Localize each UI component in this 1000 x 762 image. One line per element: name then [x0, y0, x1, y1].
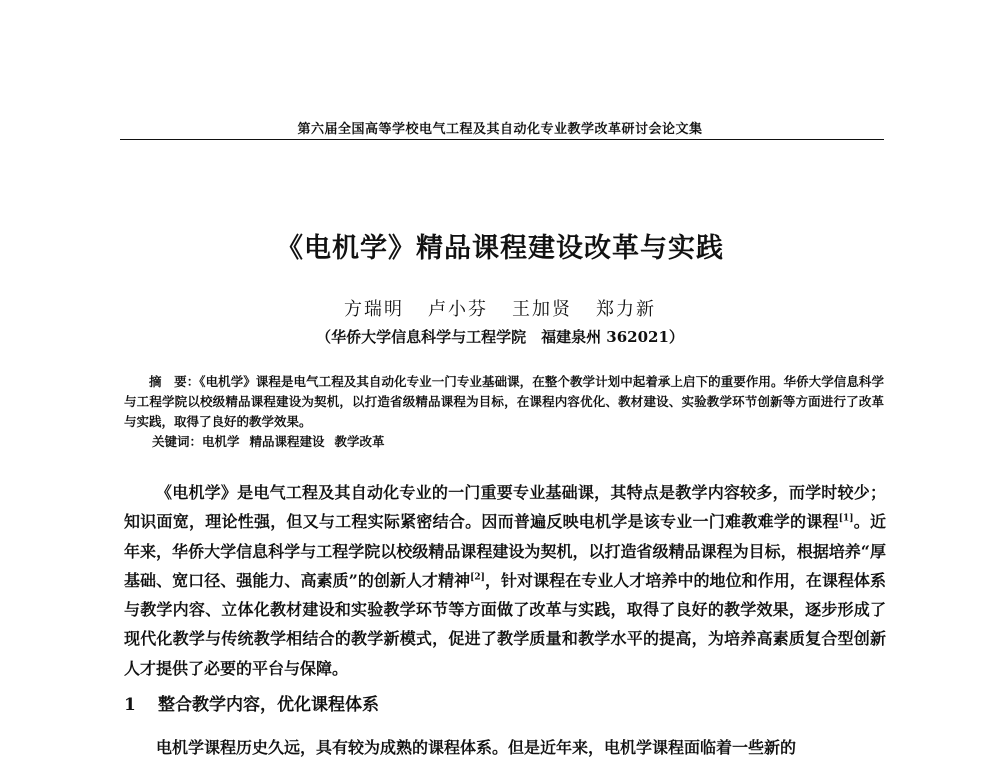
header-rule — [120, 139, 884, 140]
abstract-text: 《电机学》课程是电气工程及其自动化专业一门专业基础课，在整个教学计划中起着承上启下的重要作用。华侨大学信息科学与工程学院以校级精品课程建设为契机，以打造省级精品课程为目标，在课程内容优化、教材建设、实验教学环节创新等方面进行了改革与实践，取得了良好的教学效果。 — [124, 374, 884, 429]
keyword: 教学改革 — [334, 434, 385, 449]
author-name: 郑力新 — [596, 299, 656, 320]
intro-text-part3: ，针对课程在专业人才培养中的地位和作用，在课程体系与教学内容、立体化教材建设和实验教学环节等方面做了改革与实践，取得了良好的教学效果，逐步形成了现代化教学与传统教学相结合的教学新模式，促进了教学质量和教学水平的提高，为培养高素质复合型创新人才提供了必要的平台与保障。 — [124, 570, 886, 678]
section-1-heading — [124, 690, 379, 715]
running-header: 第六届全国高等学校电气工程及其自动化专业教学改革研讨会论文集 — [297, 122, 703, 137]
intro-text-part1: 《电机学》是电气工程及其自动化专业的一门重要专业基础课，其特点是教学内容较多，而学时较少；知识面宽，理论性强，但又与工程实际紧密结合。因而普遍反映电机学是该专业一门难教难学的课程 — [124, 483, 886, 532]
keywords-line — [124, 432, 884, 452]
section-title: 整合教学内容，优化课程体系 — [158, 695, 379, 715]
affiliation: （华侨大学信息科学与工程学院 福建泉州 362021） — [316, 328, 684, 346]
author-name: 王加贤 — [512, 299, 572, 320]
intro-text-part2: 。近年来，华侨大学信息科学与工程学院以校级精品课程建设为契机，以打造省级精品课程为目标，根据培养“厚基础、宽口径、强能力、高素质”的创新人才精神 — [124, 512, 886, 590]
section-number: 1 — [124, 695, 136, 715]
paper-title: 《电机学》精品课程建设改革与实践 — [276, 233, 724, 264]
section-1-paragraph: 电机学课程历史久远，具有较为成熟的课程体系。但是近年来，电机学课程面临着一些新的 — [156, 738, 797, 757]
intro-paragraph — [124, 478, 886, 683]
abstract-label: 摘 要： — [149, 374, 200, 389]
keyword: 电机学 — [202, 434, 240, 449]
keyword: 精品课程建设 — [249, 434, 325, 449]
author-name: 方瑞明 — [344, 299, 404, 320]
keywords-label: 关键词： — [152, 434, 203, 449]
author-name: 卢小芬 — [428, 299, 488, 320]
author-list — [0, 295, 1000, 321]
citation-ref-2[interactable]: [2] — [470, 572, 485, 583]
citation-ref-1[interactable]: [1] — [838, 513, 854, 524]
abstract-block — [124, 372, 884, 452]
